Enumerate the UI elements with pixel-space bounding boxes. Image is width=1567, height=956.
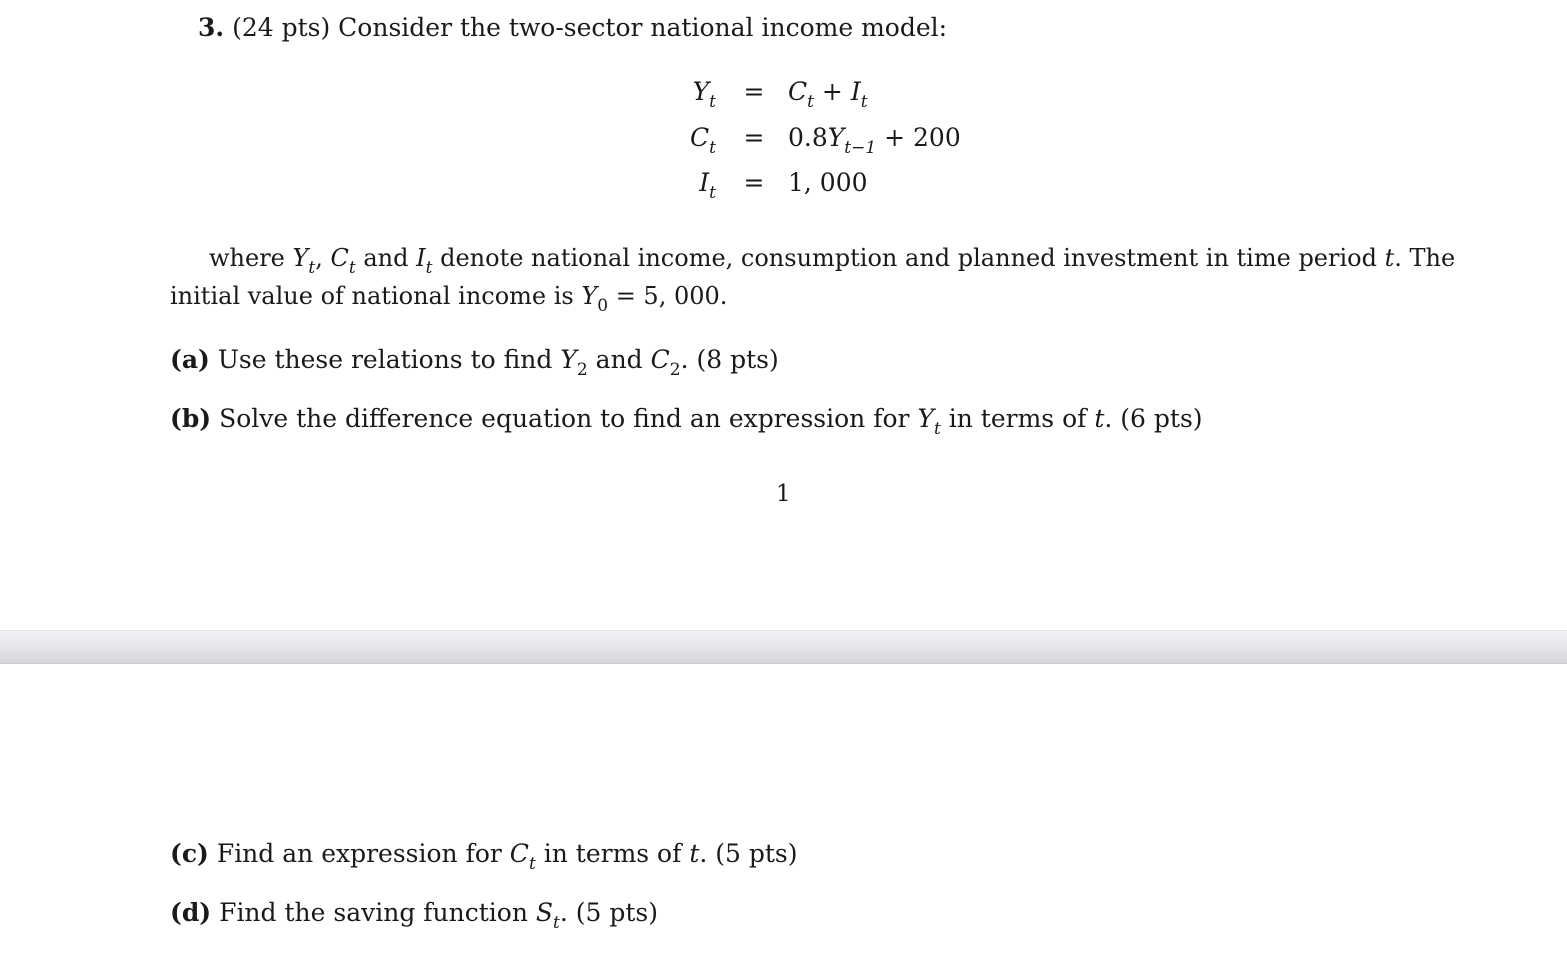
question-points: (24 pts) <box>232 13 331 42</box>
part-b: (b) Solve the difference equation to find an expression for $Y_t$ in terms of t. (6 pts) <box>170 404 1203 439</box>
page-2 <box>0 664 1567 956</box>
equation-2-lhs: $C_t$ <box>690 123 716 158</box>
equation-3-rhs: 1, 000 <box>788 168 868 197</box>
equation-3-sign: = <box>743 168 765 197</box>
question-heading <box>198 12 947 44</box>
part-c: (c) Find an expression for $C_t$ in terms of t. (5 pts) <box>170 839 798 874</box>
equation-2-rhs: $0.8Y_{t-1} + 200$ <box>788 123 961 158</box>
question-intro: Consider the two-sector national income model: <box>338 13 948 42</box>
part-d-label: (d) <box>170 898 212 927</box>
part-b-label: (b) <box>170 404 212 433</box>
part-d: (d) Find the saving function $S_t$. (5 pts) <box>170 898 659 933</box>
equation-1-sign: = <box>743 77 765 106</box>
part-a: (a) Use these relations to find $Y_2$ and $C_2$. (8 pts) <box>170 345 779 380</box>
equation-2-sign: = <box>743 123 765 152</box>
equation-3-lhs: $I_t$ <box>699 168 716 203</box>
part-a-label: (a) <box>170 345 210 374</box>
description-line-2: initial value of national income is $Y_0 = 5$, 000. <box>170 282 728 316</box>
part-c-label: (c) <box>170 839 209 868</box>
equation-1-rhs: $C_t + I_t$ <box>788 77 868 112</box>
page-separator <box>0 630 1567 664</box>
equation-1-lhs: $Y_t$ <box>692 77 716 112</box>
page-number: 1 <box>776 481 791 507</box>
question-number: 3. <box>198 13 225 42</box>
description-line-1: where $Y_t$, $C_t$ and $I_t$ denote national income, consumption and planned investment in time period t. The <box>209 244 1456 278</box>
